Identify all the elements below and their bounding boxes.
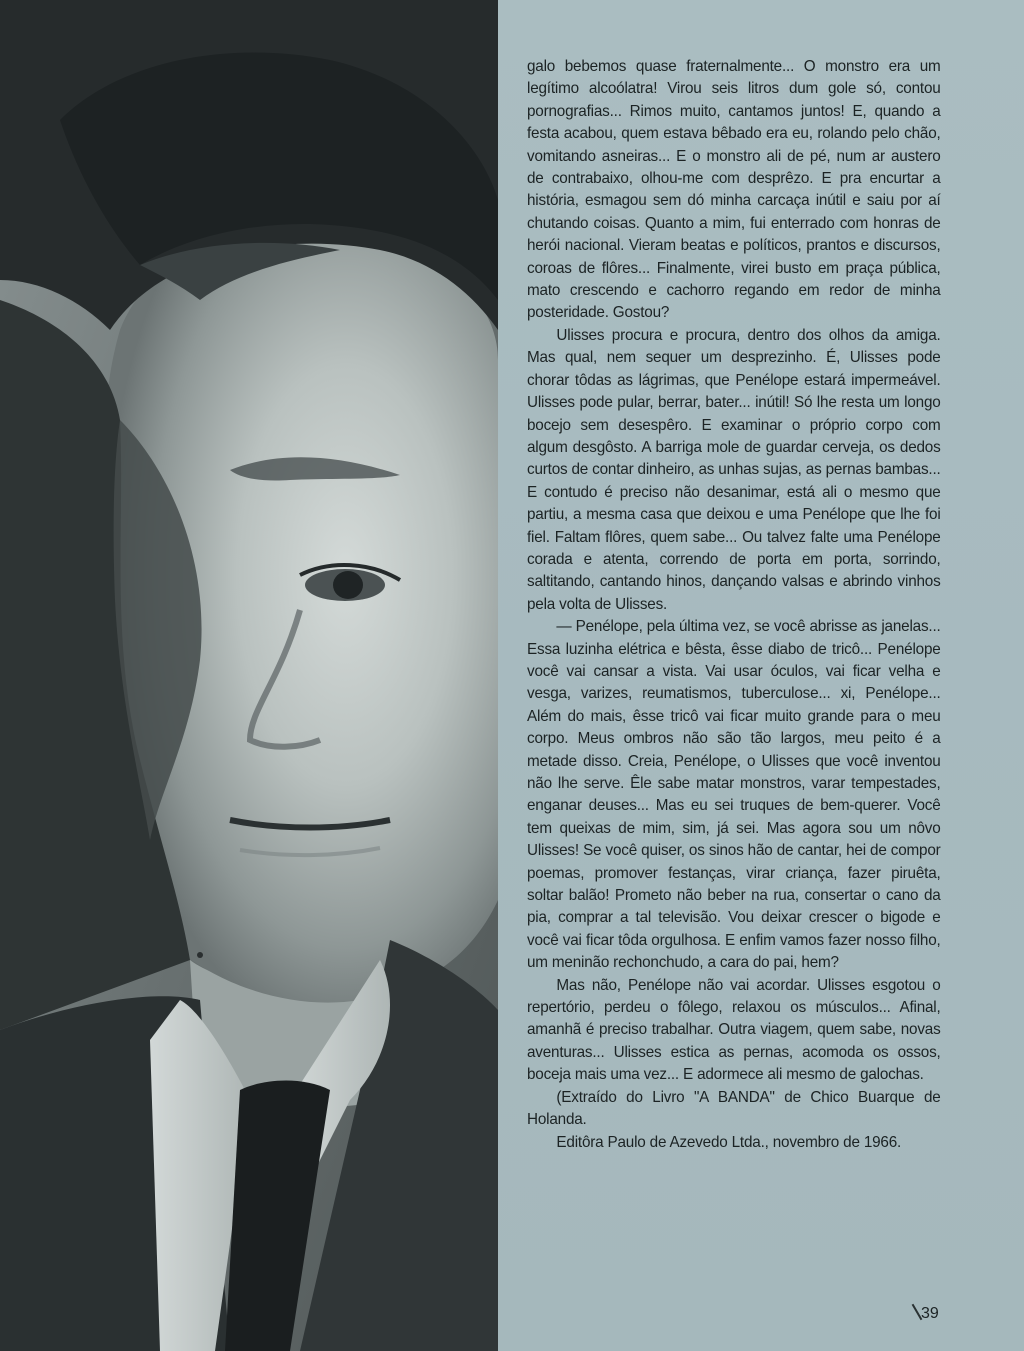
article-text-column: [527, 56, 941, 1276]
source-citation: (Extraído do Livro "A BANDA" de Chico Buarque de Holanda.: [527, 1088, 941, 1129]
article-paragraph: — Penélope, pela última vez, se você abrisse as janelas... Essa luzinha elétrica e bêsta, êsse diabo de tricô... Penélope você vai cansar a vista. Vai usar óculos, vai ficar velha e vesga, varizes, reumatismos, tuberculose... xi, Penélope... Além do mais, êsse tricô vai ficar muito grande para o meu corpo. Meus ombros não são tão largos, meu peito é a metade disso. Creia, Penélope, o Ulisses que você inventou não lhe serve. Êle sabe matar monstros, varar tempestades, enganar deuses... Mas eu sei truques de bem-querer. Você tem queixas de mim, sim, já sei. Mas agora sou um nôvo Ulisses! Se você quiser, os sinos hão de cantar, hei de compor poemas, promover festanças, virar criança, fazer piruêta, soltar balão! Prometo não beber na rua, consertar o cano da pia, comprar a tal televisão. Vou deixar crescer o bigode e você vai ficar tôda orgulhosa. E enfim vamos fazer nosso filho, um meninão rechonchudo, a cara do pai, hem?: [527, 618, 941, 972]
page-number: [916, 1303, 966, 1323]
portrait-photo: [0, 0, 498, 1351]
article-paragraph: Mas não, Penélope não vai acordar. Ulisses esgotou o repertório, perdeu o fôlego, relaxou os músculos... Afinal, amanhã é preciso trabalhar. Outra viagem, quem sabe, novas aventuras... Ulisses estica as pernas, acomoda os ossos, boceja mais uma vez... E adormece ali mesmo de galochas.: [527, 976, 941, 1084]
article-paragraph: Ulisses procura e procura, dentro dos olhos da amiga. Mas qual, nem sequer um desprezinho. É, Ulisses pode chorar tôdas as lágrimas, que Penélope estará impermeável. Ulisses pode pular, berrar, bater... inútil! Só lhe resta um longo bocejo sem desespêro. E examinar o próprio corpo com algum desgôsto. A barriga mole de guardar cerveja, os dedos curtos de contar dinheiro, as unhas sujas, as pernas bambas... E contudo é preciso não desanimar, está ali o mesmo que partiu, a mesma casa que deixou e uma Penélope que lhe foi fiel. Faltam flôres, quem sabe... Ou talvez falte uma Penélope corada e atenta, correndo de porta em porta, sorrindo, saltitando, cantando hinos, dançando valsas e abrindo vinhos pela volta de Ulisses.: [527, 326, 941, 613]
page-number-value: 39: [921, 1305, 939, 1322]
publisher-credit: Editôra Paulo de Azevedo Ltda., novembro de 1966.: [556, 1133, 902, 1151]
article-paragraph: galo bebemos quase fraternalmente... O monstro era um legítimo alcoólatra! Virou seis litros dum gole só, contou pornografias... Rimos muito, cantamos juntos! E, quando a festa acabou, quem estava bêbado era eu, rolando pelo chão, vomitando asneiras... E o monstro ali de pé, num ar austero de contrabaixo, olhou-me com desprêzo. E pra encurtar a história, esmagou sem dó minha carcaça inútil e saiu por aí chutando coisas. Quanto a mim, fui enterrado com honras de herói nacional. Vieram beatas e políticos, prantos e discursos, coroas de flôres... Finalmente, virei busto em praça pública, mato crescendo e cachorro regando em redor de minha posteridade. Gostou?: [527, 58, 941, 322]
